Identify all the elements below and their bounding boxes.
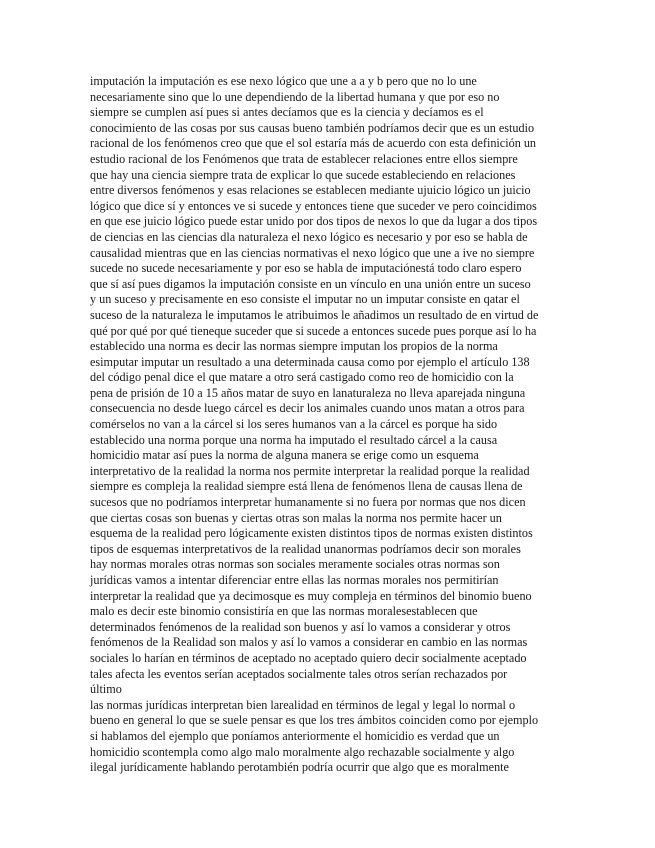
text-line: interpretar la realidad que ya decimosque es muy compleja en términos del binomio bueno [90,588,532,603]
text-line: hay normas morales otras normas son sociales meramente sociales otras normas son [90,557,500,572]
text-line: que sí así pues digamos la imputación consiste en un vínculo en una unión entre un suceso [90,276,531,291]
text-line: que hay una ciencia siempre trata de explicar lo que sucede estableciendo en relaciones [90,167,516,182]
text-line: último [90,682,122,697]
text-line: esimputar imputar un resultado a una determinada causa como por ejemplo el artículo 138 [90,354,530,369]
text-line: establecido una norma es decir las normas siempre imputan los propios de la norma [90,339,498,354]
text-line: lógico que dice sí y entonces ve si sucede y entonces tiene que suceder ve pero coincidimos [90,198,537,213]
text-line: consecuencia no desde luego cárcel es decir los animales cuando unos matan a otros para [90,401,525,416]
text-line: necesariamente sino que lo une dependiendo de la libertad humana y que por eso no [90,89,500,104]
text-line: de ciencias en las ciencias dla naturaleza el nexo lógico es necesario y por eso se habla de [90,229,528,244]
text-line: siempre se cumplen así pues si antes decíamos que es la ciencia y decíamos es el [90,105,484,120]
text-line: determinados fenómenos de la realidad son buenos y así lo vamos a considerar y otros [90,619,511,634]
body-text [90,74,580,776]
text-line: imputación la imputación es ese nexo lógico que une a a y b pero que no lo une [90,74,477,88]
text-line: pena de prisión de 10 a 15 años matar de suyo en lanaturaleza no lleva aparejada ninguna [90,385,526,400]
text-line: racional de los fenómenos creo que que el sol estaría más de acuerdo con esta definición un [90,136,537,151]
text-line: bueno en general lo que se suele pensar es que los tres ámbitos coinciden como por ejemplo [90,713,539,728]
text-line: tipos de esquemas interpretativos de la realidad unanormas podríamos decir son morales [90,541,521,556]
text-line: homicidio scontempla como algo malo moralmente algo rechazable socialmente y algo [90,744,515,759]
text-line: tales afecta les eventos serían aceptados socialmente tales otros serían rechazados por [90,666,508,681]
text-line: sucesos que no podríamos interpretar humanamente si no fuera por normas que nos dicen [90,495,526,510]
text-line: esquema de la realidad pero lógicamente existen distintos tipos de normas existen distintos [90,526,533,541]
text-line: si hablamos del ejemplo que poníamos anteriormente el homicidio es verdad que un [90,728,500,743]
text-line: ilegal jurídicamente hablando perotambién podría ocurrir que algo que es moralmente [90,760,509,775]
text-line: interpretativo de la realidad la norma nos permite interpretar la realidad porque la realidad [90,463,530,478]
text-line: del código penal dice el que matare a otro será castigado como reo de homicidio con la [90,370,514,385]
text-line: las normas jurídicas interpretan bien larealidad en términos de legal y legal lo normal o [90,697,516,712]
text-line: causalidad mientras que en las ciencias normativas el nexo lógico que une a ive no siempre [90,245,535,260]
text-line: conocimiento de las cosas por sus causas bueno también podríamos decir que es un estudio [90,120,535,135]
text-line: entre diversos fenómenos y esas relaciones se establecen mediante ujuicio lógico un juicio [90,183,531,198]
text-line: y un suceso y precisamente en eso consiste el imputar no un imputar consiste en qatar el [90,292,520,307]
text-line: sucede no sucede necesariamente y por eso se habla de imputaciónestá todo claro espero [90,261,522,276]
text-line: qué por qué por qué tieneque suceder que si sucede a entonces sucede pues porque así lo ha [90,323,537,338]
text-line: suceso de la naturaleza le imputamos le atribuimos le añadimos un resultado de en virtud de [90,307,539,322]
text-line: que ciertas cosas son buenas y ciertas otras son malas la norma nos permite hacer un [90,510,502,525]
text-line: homicidio matar así pues la norma de alguna manera se erige como un esquema [90,448,479,463]
text-line: estudio racional de los Fenómenos que trata de establecer relaciones entre ellos siempre [90,151,518,166]
text-line: establecido una norma porque una norma ha imputado el resultado cárcel a la causa [90,432,498,447]
text-line: en que ese juicio lógico puede estar unido por dos tipos de nexos lo que da lugar a dos tipos [90,214,538,229]
text-line: siempre es compleja la realidad siempre está llena de fenómenos llena de causas llena de [90,479,523,494]
text-line: malo es decir este binomio consistiría en que las normas moralesestablecen que [90,604,478,619]
text-line: fenómenos de la Realidad son malos y así lo vamos a considerar en cambio en las normas [90,635,528,650]
text-line: comérselos no van a la cárcel si los seres humanos van a la cárcel es porque ha sido [90,417,498,432]
text-line: sociales lo harían en términos de aceptado no aceptado quiero decir socialmente aceptado [90,650,527,665]
text-line: jurídicas vamos a intentar diferenciar entre ellas las normas morales nos permitirían [90,573,499,587]
